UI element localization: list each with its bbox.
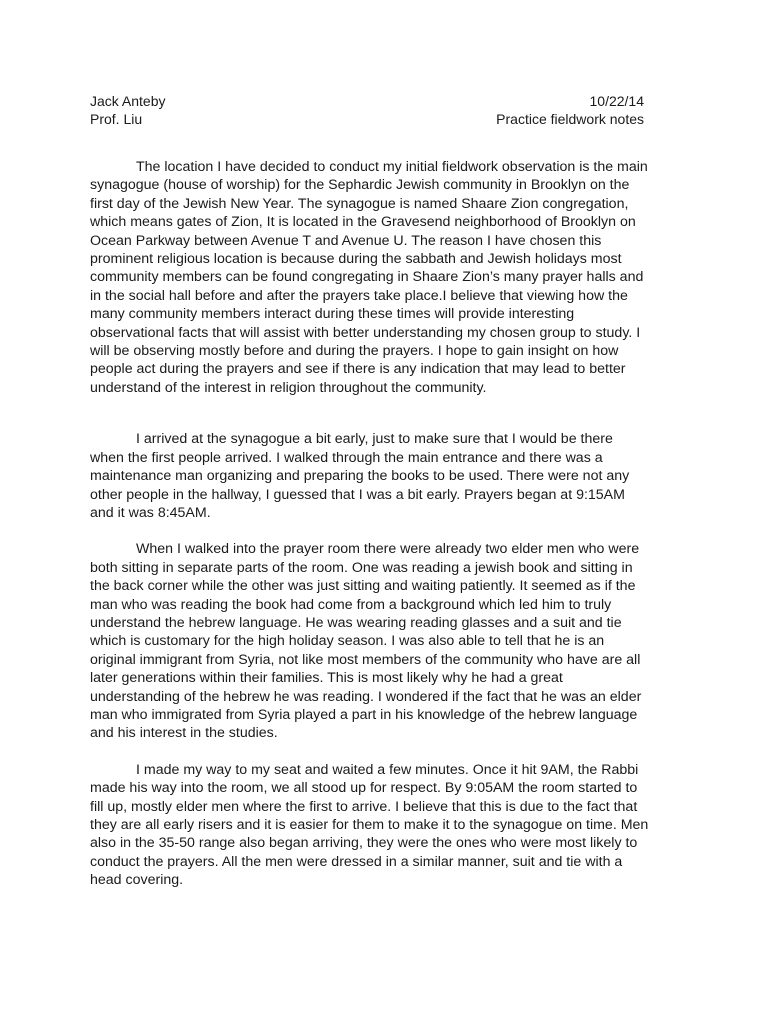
document-title: Practice fieldwork notes: [496, 111, 644, 127]
paragraph-gap: [90, 397, 650, 430]
paragraph-gap: [90, 522, 650, 540]
header-row-1: [90, 92, 644, 110]
author-name: Jack Anteby: [90, 93, 166, 109]
document-body: [90, 158, 650, 890]
paragraph-4: I made my way to my seat and waited a few minutes. Once it hit 9AM, the Rabbi made his way into the room, we all stood up for respect. By 9:05AM the room started to fill up, mostly elder men where the first to arrive. I believe that this is due to the fact that they are all early risers and it is easier for them to make it to the synagogue on time. Men also in the 35-50 range also began arriving, they were the ones who were most likely to conduct the prayers. All the men were dressed in a similar manner, suit and tie with a head covering.: [90, 761, 649, 889]
document-header: [90, 92, 644, 128]
paragraph-3: When I walked into the prayer room there were already two elder men who were both sitting in separate parts of the room. One was reading a jewish book and sitting in the back corner while the other was just sitting and waiting patiently. It seemed as if the man who was reading the book had come from a background which led him to truly understand the hebrew language. He was wearing reading glasses and a suit and tie which is customary for the high holiday season. I was also able to tell that he is an original immigrant from Syria, not like most members of the community who have are all later generations within their families. This is most likely why he had a great understanding of the hebrew he was reading. I wondered if the fact that he was an elder man who immigrated from Syria played a part in his knowledge of the hebrew language and his interest in the studies.: [90, 541, 642, 742]
paragraph-1: The location I have decided to conduct my initial fieldwork observation is the main synagogue (house of worship) for the Sephardic Jewish community in Brooklyn on the first day of the Jewish New Year. The synagogue is named Shaare Zion congregation, which means gates of Zion, It is located in the Gravesend neighborhood of Brooklyn on Ocean Parkway between Avenue T and Avenue U. The reason I have chosen this prominent religious location is because during the sabbath and Jewish holidays most community members can be found congregating in Shaare Zion’s many prayer halls and in the social hall before and after the prayers take place.I believe that viewing how the many community members interact during these times will provide interesting observational facts that will assist with better understanding my chosen group to study. I will be observing mostly before and during the prayers. I hope to gain insight on how people act during the prayers and see if there is any indication that may lead to better understand of the interest in religion throughout the community.: [90, 159, 648, 396]
paragraph-2: I arrived at the synagogue a bit early, just to make sure that I would be there when the first people arrived. I walked through the main entrance and there was a maintenance man organizing and preparing the books to be used. There were not any other people in the hallway, I guessed that I was a bit early. Prayers began at 9:15AM and it was 8:45AM.: [90, 431, 630, 521]
header-row-2: [90, 110, 644, 128]
paragraph-gap: [90, 743, 650, 761]
professor-name: Prof. Liu: [90, 111, 143, 127]
document-date: 10/22/14: [589, 93, 644, 109]
